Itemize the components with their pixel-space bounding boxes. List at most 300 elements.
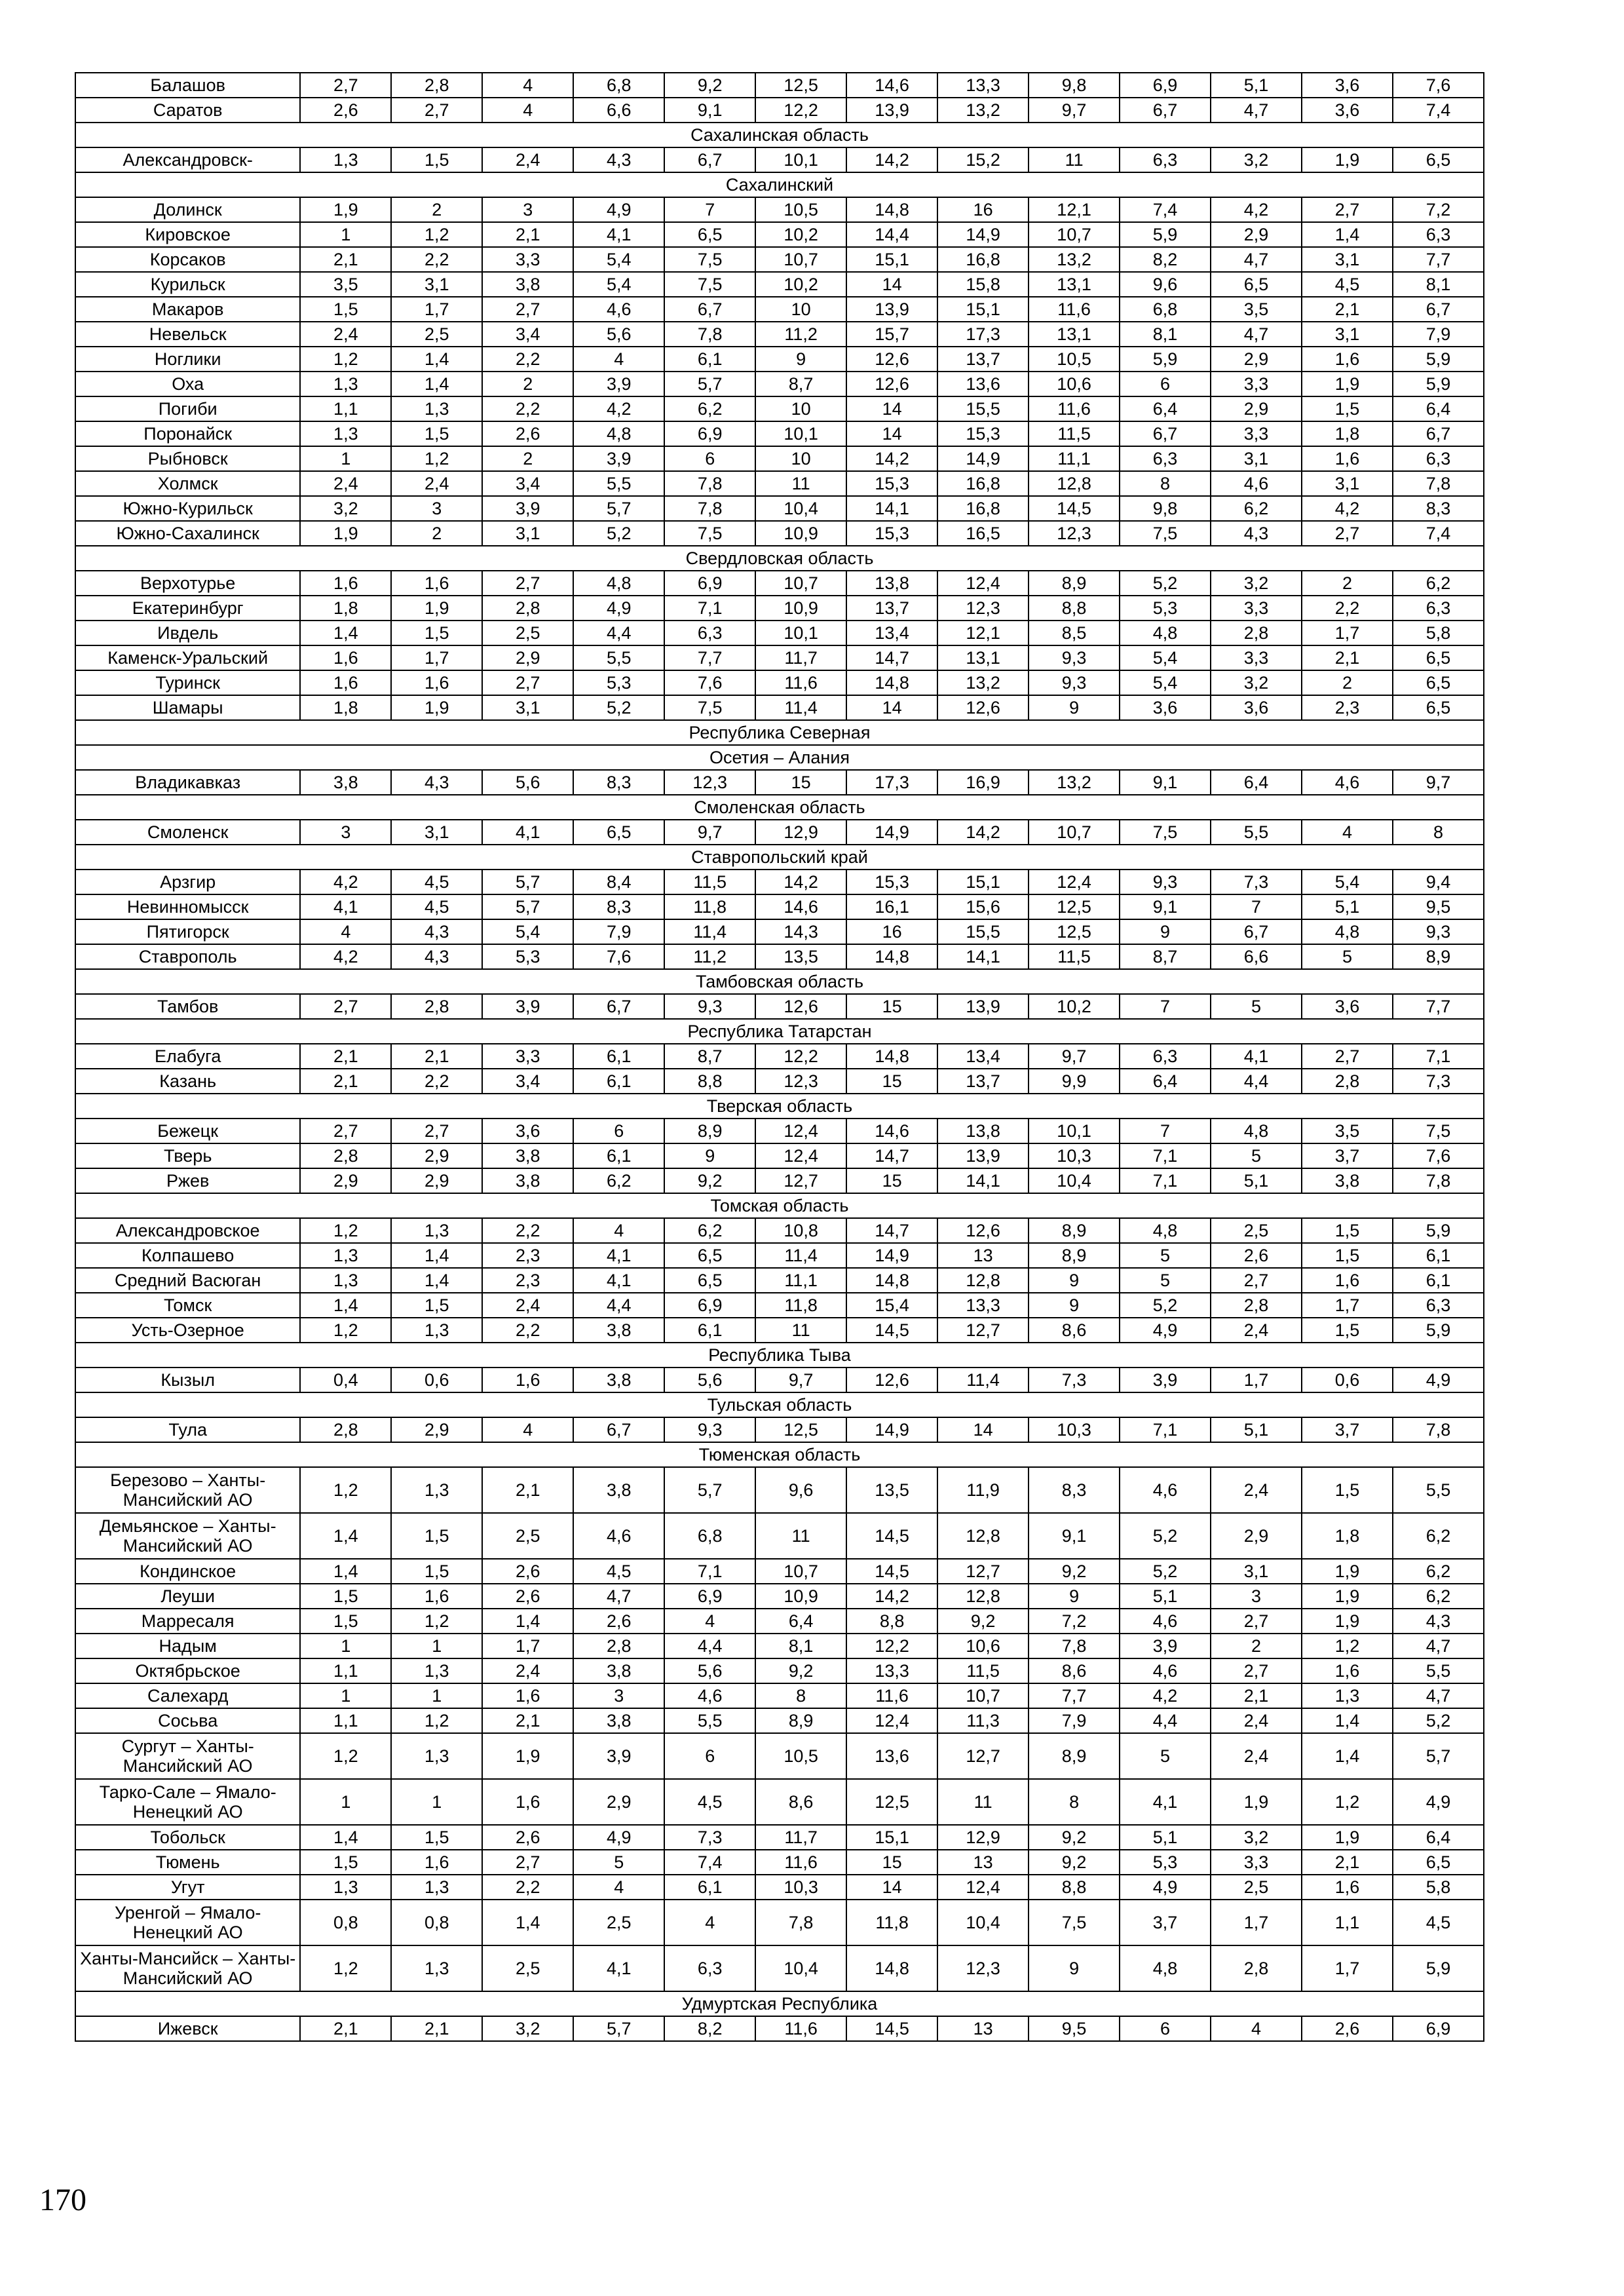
table-row xyxy=(75,1293,1484,1318)
month-value-cell: 6,4 xyxy=(1211,770,1302,795)
climate-table xyxy=(75,72,1484,2042)
month-value-cell: 6,3 xyxy=(1120,147,1211,172)
month-value-cell: 4,1 xyxy=(573,1268,664,1293)
table-row xyxy=(75,471,1484,496)
month-value-cell: 5,1 xyxy=(1211,1168,1302,1193)
month-value-cell: 2,2 xyxy=(482,1318,573,1343)
month-value-cell: 11 xyxy=(1029,147,1120,172)
month-value-cell: 1,3 xyxy=(391,1875,482,1900)
table-row xyxy=(75,1609,1484,1634)
month-value-cell: 3,6 xyxy=(482,1119,573,1143)
city-name: Рыбновск xyxy=(75,446,300,471)
month-value-cell: 6,6 xyxy=(1211,944,1302,969)
city-name: Демьянское – Ханты-Мансийский АО xyxy=(75,1513,300,1559)
month-value-cell: 1,4 xyxy=(1302,1733,1393,1779)
month-value-cell: 6,8 xyxy=(573,73,664,98)
month-value-cell: 4 xyxy=(300,919,391,944)
annual-value-cell: 6,2 xyxy=(1393,1559,1484,1584)
city-name: Александровское xyxy=(75,1218,300,1243)
month-value-cell: 6,6 xyxy=(573,98,664,123)
annual-value-cell: 6,2 xyxy=(1393,571,1484,596)
annual-value-cell: 6,5 xyxy=(1393,147,1484,172)
table-row xyxy=(75,1318,1484,1343)
annual-value-cell: 7,4 xyxy=(1393,98,1484,123)
month-value-cell: 15,3 xyxy=(846,521,937,546)
month-value-cell: 11,6 xyxy=(755,1850,846,1875)
table-row xyxy=(75,1368,1484,1392)
month-value-cell: 7,9 xyxy=(573,919,664,944)
month-value-cell: 3,9 xyxy=(573,1733,664,1779)
region-name: Республика Северная xyxy=(75,720,1484,745)
month-value-cell: 4,4 xyxy=(1120,1708,1211,1733)
month-value-cell: 13,3 xyxy=(937,73,1029,98)
month-value-cell: 8,9 xyxy=(1029,1733,1120,1779)
month-value-cell: 12,4 xyxy=(937,571,1029,596)
month-value-cell: 13,9 xyxy=(846,297,937,322)
month-value-cell: 11,6 xyxy=(755,2016,846,2041)
month-value-cell: 3,7 xyxy=(1302,1417,1393,1442)
month-value-cell: 15,8 xyxy=(937,272,1029,297)
month-value-cell: 9,1 xyxy=(664,98,755,123)
month-value-cell: 14,5 xyxy=(846,1559,937,1584)
annual-value-cell: 6,5 xyxy=(1393,645,1484,670)
month-value-cell: 1,2 xyxy=(300,1467,391,1513)
month-value-cell: 5,7 xyxy=(664,372,755,396)
month-value-cell: 1,1 xyxy=(300,1708,391,1733)
month-value-cell: 1,4 xyxy=(1302,222,1393,247)
month-value-cell: 3,9 xyxy=(1120,1634,1211,1658)
month-value-cell: 1,9 xyxy=(1211,1779,1302,1825)
annual-value-cell: 9,5 xyxy=(1393,894,1484,919)
city-name: Томск xyxy=(75,1293,300,1318)
month-value-cell: 2,7 xyxy=(1211,1609,1302,1634)
month-value-cell: 2,4 xyxy=(300,471,391,496)
month-value-cell: 10 xyxy=(755,396,846,421)
city-name: Усть-Озерное xyxy=(75,1318,300,1343)
month-value-cell: 12,2 xyxy=(755,98,846,123)
month-value-cell: 10 xyxy=(755,446,846,471)
month-value-cell: 14,2 xyxy=(937,820,1029,845)
month-value-cell: 1,9 xyxy=(482,1733,573,1779)
month-value-cell: 4,2 xyxy=(300,870,391,894)
month-value-cell: 14,8 xyxy=(846,1044,937,1069)
month-value-cell: 2,6 xyxy=(300,98,391,123)
month-value-cell: 2,8 xyxy=(482,596,573,621)
table-body xyxy=(75,73,1484,2041)
month-value-cell: 9,2 xyxy=(755,1658,846,1683)
annual-value-cell: 5,9 xyxy=(1393,372,1484,396)
month-value-cell: 12,4 xyxy=(755,1119,846,1143)
month-value-cell: 16,5 xyxy=(937,521,1029,546)
month-value-cell: 3,4 xyxy=(482,322,573,347)
month-value-cell: 3,8 xyxy=(573,1708,664,1733)
month-value-cell: 11,7 xyxy=(755,1825,846,1850)
month-value-cell: 4,8 xyxy=(1302,919,1393,944)
month-value-cell: 10,9 xyxy=(755,1584,846,1609)
table-row xyxy=(75,994,1484,1019)
month-value-cell: 12,7 xyxy=(755,1168,846,1193)
city-name: Елабуга xyxy=(75,1044,300,1069)
month-value-cell: 13,2 xyxy=(1029,247,1120,272)
table-row xyxy=(75,1559,1484,1584)
annual-value-cell: 4,7 xyxy=(1393,1634,1484,1658)
month-value-cell: 8,7 xyxy=(755,372,846,396)
month-value-cell: 12,5 xyxy=(846,1779,937,1825)
month-value-cell: 1,7 xyxy=(1302,1945,1393,1991)
month-value-cell: 4,2 xyxy=(1302,496,1393,521)
month-value-cell: 1,9 xyxy=(1302,1584,1393,1609)
month-value-cell: 6,5 xyxy=(664,222,755,247)
region-name: Тверская область xyxy=(75,1094,1484,1119)
region-header-row xyxy=(75,123,1484,147)
month-value-cell: 2,8 xyxy=(391,994,482,1019)
month-value-cell: 1,3 xyxy=(391,1467,482,1513)
month-value-cell: 7,7 xyxy=(664,645,755,670)
month-value-cell: 2,4 xyxy=(482,1293,573,1318)
month-value-cell: 12,6 xyxy=(937,695,1029,720)
month-value-cell: 8,9 xyxy=(664,1119,755,1143)
annual-value-cell: 7,7 xyxy=(1393,994,1484,1019)
city-name: Корсаков xyxy=(75,247,300,272)
month-value-cell: 1,4 xyxy=(482,1609,573,1634)
month-value-cell: 1,6 xyxy=(482,1683,573,1708)
city-name: Балашов xyxy=(75,73,300,98)
table-row xyxy=(75,1044,1484,1069)
annual-value-cell: 6,7 xyxy=(1393,421,1484,446)
month-value-cell: 6,5 xyxy=(1211,272,1302,297)
month-value-cell: 3,3 xyxy=(1211,596,1302,621)
region-header-row xyxy=(75,1442,1484,1467)
month-value-cell: 1,6 xyxy=(482,1779,573,1825)
month-value-cell: 1,3 xyxy=(391,1733,482,1779)
month-value-cell: 1,5 xyxy=(391,421,482,446)
month-value-cell: 4,9 xyxy=(573,596,664,621)
annual-value-cell: 9,3 xyxy=(1393,919,1484,944)
month-value-cell: 12,3 xyxy=(1029,521,1120,546)
month-value-cell: 14,2 xyxy=(846,446,937,471)
month-value-cell: 1,7 xyxy=(1211,1368,1302,1392)
month-value-cell: 5,2 xyxy=(1120,1513,1211,1559)
city-name: Саратов xyxy=(75,98,300,123)
month-value-cell: 6,2 xyxy=(664,396,755,421)
month-value-cell: 9,3 xyxy=(664,994,755,1019)
month-value-cell: 0,8 xyxy=(300,1900,391,1945)
month-value-cell: 1,2 xyxy=(391,1609,482,1634)
city-name: Ставрополь xyxy=(75,944,300,969)
month-value-cell: 7,3 xyxy=(1211,870,1302,894)
month-value-cell: 5,4 xyxy=(573,272,664,297)
month-value-cell: 8,8 xyxy=(1029,596,1120,621)
month-value-cell: 5,5 xyxy=(573,645,664,670)
month-value-cell: 13,7 xyxy=(937,1069,1029,1094)
month-value-cell: 2,7 xyxy=(391,1119,482,1143)
month-value-cell: 2,6 xyxy=(482,1825,573,1850)
month-value-cell: 2,9 xyxy=(1211,222,1302,247)
annual-value-cell: 4,9 xyxy=(1393,1779,1484,1825)
month-value-cell: 3 xyxy=(1211,1584,1302,1609)
month-value-cell: 8,2 xyxy=(1120,247,1211,272)
month-value-cell: 14,2 xyxy=(846,1584,937,1609)
city-name: Сосьва xyxy=(75,1708,300,1733)
month-value-cell: 8,5 xyxy=(1029,621,1120,645)
month-value-cell: 9,2 xyxy=(1029,1825,1120,1850)
month-value-cell: 1,3 xyxy=(391,1945,482,1991)
month-value-cell: 1,6 xyxy=(391,571,482,596)
city-name: Верхотурье xyxy=(75,571,300,596)
table-row xyxy=(75,919,1484,944)
city-name: Октябрьское xyxy=(75,1658,300,1683)
month-value-cell: 4,1 xyxy=(573,1243,664,1268)
month-value-cell: 1,3 xyxy=(300,1875,391,1900)
month-value-cell: 7,8 xyxy=(664,322,755,347)
month-value-cell: 0,8 xyxy=(391,1900,482,1945)
month-value-cell: 6,4 xyxy=(1120,1069,1211,1094)
month-value-cell: 3,6 xyxy=(1302,73,1393,98)
month-value-cell: 2,9 xyxy=(391,1417,482,1442)
month-value-cell: 3,9 xyxy=(573,446,664,471)
month-value-cell: 9,1 xyxy=(1029,1513,1120,1559)
annual-value-cell: 7,6 xyxy=(1393,1143,1484,1168)
month-value-cell: 14 xyxy=(846,272,937,297)
table-row xyxy=(75,1875,1484,1900)
month-value-cell: 14,5 xyxy=(846,1318,937,1343)
month-value-cell: 8,7 xyxy=(664,1044,755,1069)
month-value-cell: 2,9 xyxy=(391,1168,482,1193)
region-header-row xyxy=(75,1343,1484,1368)
month-value-cell: 2,5 xyxy=(391,322,482,347)
month-value-cell: 1,3 xyxy=(391,1218,482,1243)
month-value-cell: 7,8 xyxy=(664,496,755,521)
month-value-cell: 1,5 xyxy=(1302,1243,1393,1268)
month-value-cell: 7,6 xyxy=(573,944,664,969)
month-value-cell: 13,5 xyxy=(846,1467,937,1513)
month-value-cell: 12,2 xyxy=(755,1044,846,1069)
month-value-cell: 9,8 xyxy=(1120,496,1211,521)
annual-value-cell: 6,1 xyxy=(1393,1268,1484,1293)
month-value-cell: 6 xyxy=(664,446,755,471)
month-value-cell: 2,8 xyxy=(1211,1945,1302,1991)
month-value-cell: 1,5 xyxy=(391,1293,482,1318)
annual-value-cell: 6,5 xyxy=(1393,670,1484,695)
month-value-cell: 14,5 xyxy=(846,2016,937,2041)
month-value-cell: 1 xyxy=(391,1779,482,1825)
month-value-cell: 2,7 xyxy=(1302,1044,1393,1069)
city-name: Тверь xyxy=(75,1143,300,1168)
month-value-cell: 7 xyxy=(1211,894,1302,919)
month-value-cell: 13,7 xyxy=(846,596,937,621)
month-value-cell: 10,2 xyxy=(755,222,846,247)
month-value-cell: 3,1 xyxy=(1211,1559,1302,1584)
month-value-cell: 15,3 xyxy=(846,471,937,496)
month-value-cell: 12,4 xyxy=(846,1708,937,1733)
month-value-cell: 5,3 xyxy=(1120,596,1211,621)
month-value-cell: 14,8 xyxy=(846,1268,937,1293)
city-name: Макаров xyxy=(75,297,300,322)
month-value-cell: 3,8 xyxy=(573,1467,664,1513)
month-value-cell: 5 xyxy=(1120,1243,1211,1268)
region-header-row xyxy=(75,1991,1484,2016)
month-value-cell: 3,9 xyxy=(573,372,664,396)
month-value-cell: 13,3 xyxy=(846,1658,937,1683)
table-row xyxy=(75,571,1484,596)
month-value-cell: 6,5 xyxy=(664,1243,755,1268)
month-value-cell: 4,6 xyxy=(573,297,664,322)
month-value-cell: 10,5 xyxy=(1029,347,1120,372)
month-value-cell: 13 xyxy=(937,1850,1029,1875)
region-header-row xyxy=(75,1392,1484,1417)
month-value-cell: 8,9 xyxy=(1029,1218,1120,1243)
month-value-cell: 15 xyxy=(846,1069,937,1094)
month-value-cell: 6,3 xyxy=(664,621,755,645)
table-row xyxy=(75,2016,1484,2041)
region-name: Удмуртская Республика xyxy=(75,1991,1484,2016)
month-value-cell: 11,5 xyxy=(664,870,755,894)
month-value-cell: 16,8 xyxy=(937,471,1029,496)
month-value-cell: 13,5 xyxy=(755,944,846,969)
month-value-cell: 9,8 xyxy=(1029,73,1120,98)
month-value-cell: 8 xyxy=(1120,471,1211,496)
month-value-cell: 4 xyxy=(664,1609,755,1634)
table-row xyxy=(75,1945,1484,1991)
month-value-cell: 8 xyxy=(1029,1779,1120,1825)
month-value-cell: 13,9 xyxy=(937,994,1029,1019)
month-value-cell: 5,4 xyxy=(573,247,664,272)
table-row xyxy=(75,272,1484,297)
month-value-cell: 9,7 xyxy=(1029,98,1120,123)
month-value-cell: 4,1 xyxy=(1120,1779,1211,1825)
month-value-cell: 5,4 xyxy=(1120,670,1211,695)
month-value-cell: 15,3 xyxy=(846,870,937,894)
month-value-cell: 3,9 xyxy=(482,994,573,1019)
month-value-cell: 3,8 xyxy=(300,770,391,795)
page-number: 170 xyxy=(39,2183,86,2217)
month-value-cell: 11,6 xyxy=(846,1683,937,1708)
month-value-cell: 12,6 xyxy=(846,372,937,396)
month-value-cell: 5,3 xyxy=(573,670,664,695)
region-header-row xyxy=(75,845,1484,870)
month-value-cell: 6,1 xyxy=(664,1875,755,1900)
month-value-cell: 9 xyxy=(1029,1268,1120,1293)
month-value-cell: 4,8 xyxy=(1120,1218,1211,1243)
month-value-cell: 7,5 xyxy=(664,247,755,272)
table-row xyxy=(75,1708,1484,1733)
month-value-cell: 11,4 xyxy=(755,1243,846,1268)
month-value-cell: 4,3 xyxy=(391,944,482,969)
city-name: Смоленск xyxy=(75,820,300,845)
month-value-cell: 2,5 xyxy=(482,621,573,645)
annual-value-cell: 6,3 xyxy=(1393,446,1484,471)
city-name: Казань xyxy=(75,1069,300,1094)
month-value-cell: 3 xyxy=(573,1683,664,1708)
month-value-cell: 6,1 xyxy=(573,1044,664,1069)
region-name: Республика Татарстан xyxy=(75,1019,1484,1044)
month-value-cell: 5,6 xyxy=(482,770,573,795)
month-value-cell: 2,7 xyxy=(1302,197,1393,222)
month-value-cell: 1,9 xyxy=(1302,147,1393,172)
table-row xyxy=(75,396,1484,421)
table-row xyxy=(75,1584,1484,1609)
month-value-cell: 1 xyxy=(300,1634,391,1658)
annual-value-cell: 6,4 xyxy=(1393,1825,1484,1850)
month-value-cell: 3,7 xyxy=(1302,1143,1393,1168)
month-value-cell: 4,6 xyxy=(1120,1467,1211,1513)
month-value-cell: 16 xyxy=(937,197,1029,222)
table-row xyxy=(75,695,1484,720)
month-value-cell: 13,4 xyxy=(937,1044,1029,1069)
month-value-cell: 2,8 xyxy=(391,73,482,98)
month-value-cell: 5,7 xyxy=(573,2016,664,2041)
month-value-cell: 1,4 xyxy=(300,1293,391,1318)
table-row xyxy=(75,1143,1484,1168)
annual-value-cell: 6,1 xyxy=(1393,1243,1484,1268)
month-value-cell: 3,8 xyxy=(573,1368,664,1392)
month-value-cell: 4,5 xyxy=(391,870,482,894)
month-value-cell: 11,4 xyxy=(755,695,846,720)
annual-value-cell: 5,8 xyxy=(1393,1875,1484,1900)
month-value-cell: 3,6 xyxy=(1302,994,1393,1019)
month-value-cell: 1,8 xyxy=(300,695,391,720)
month-value-cell: 10,4 xyxy=(755,496,846,521)
month-value-cell: 11,5 xyxy=(1029,944,1120,969)
month-value-cell: 10,1 xyxy=(755,621,846,645)
month-value-cell: 1,4 xyxy=(300,1559,391,1584)
table-row xyxy=(75,621,1484,645)
table-row xyxy=(75,645,1484,670)
month-value-cell: 15,5 xyxy=(937,919,1029,944)
month-value-cell: 3,3 xyxy=(1211,372,1302,396)
month-value-cell: 8,6 xyxy=(755,1779,846,1825)
climate-table-container xyxy=(75,72,1484,2042)
city-name: Тобольск xyxy=(75,1825,300,1850)
month-value-cell: 17,3 xyxy=(846,770,937,795)
month-value-cell: 1,6 xyxy=(1302,347,1393,372)
month-value-cell: 5,3 xyxy=(482,944,573,969)
month-value-cell: 15,1 xyxy=(846,247,937,272)
month-value-cell: 2,6 xyxy=(573,1609,664,1634)
month-value-cell: 14,3 xyxy=(755,919,846,944)
city-name: Ижевск xyxy=(75,2016,300,2041)
month-value-cell: 2,8 xyxy=(573,1634,664,1658)
month-value-cell: 1,9 xyxy=(1302,1609,1393,1634)
month-value-cell: 7,8 xyxy=(664,471,755,496)
month-value-cell: 4,6 xyxy=(664,1683,755,1708)
month-value-cell: 9,9 xyxy=(1029,1069,1120,1094)
table-row xyxy=(75,73,1484,98)
month-value-cell: 6,5 xyxy=(573,820,664,845)
month-value-cell: 2,4 xyxy=(1211,1708,1302,1733)
table-row xyxy=(75,521,1484,546)
month-value-cell: 2,9 xyxy=(1211,1513,1302,1559)
month-value-cell: 2,1 xyxy=(300,247,391,272)
month-value-cell: 9,2 xyxy=(1029,1850,1120,1875)
month-value-cell: 4,7 xyxy=(1211,322,1302,347)
month-value-cell: 12,7 xyxy=(937,1559,1029,1584)
month-value-cell: 2,1 xyxy=(1302,297,1393,322)
city-name: Марресаля xyxy=(75,1609,300,1634)
month-value-cell: 2,6 xyxy=(1302,2016,1393,2041)
table-row xyxy=(75,98,1484,123)
month-value-cell: 14,1 xyxy=(937,944,1029,969)
month-value-cell: 7,9 xyxy=(1029,1708,1120,1733)
month-value-cell: 2,5 xyxy=(482,1945,573,1991)
month-value-cell: 2,6 xyxy=(482,421,573,446)
annual-value-cell: 8,3 xyxy=(1393,496,1484,521)
month-value-cell: 1,8 xyxy=(1302,1513,1393,1559)
month-value-cell: 2,3 xyxy=(482,1268,573,1293)
month-value-cell: 12,2 xyxy=(846,1634,937,1658)
month-value-cell: 1,1 xyxy=(1302,1900,1393,1945)
month-value-cell: 12,6 xyxy=(937,1218,1029,1243)
